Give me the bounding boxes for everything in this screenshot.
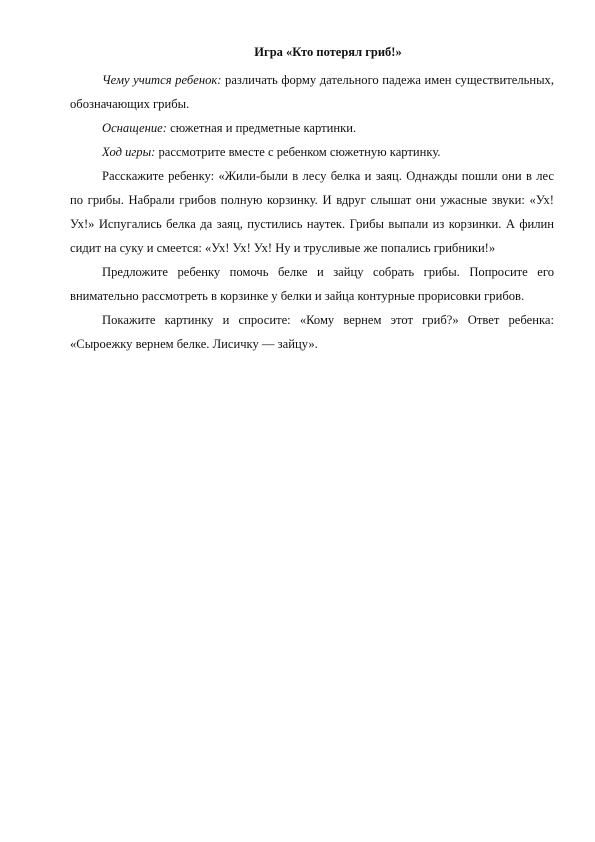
- paragraph-goal-text: различать форму дательного падежа имен существительных, обозначающих грибы.: [70, 73, 554, 111]
- paragraph-equipment: [70, 116, 554, 140]
- paragraph-goal-label: Чему учится ребенок:: [102, 73, 222, 87]
- paragraph-goal: [70, 68, 554, 116]
- document-page: [70, 44, 554, 356]
- document-body: [70, 68, 554, 356]
- paragraph-question-text: Покажите картинку и спросите: «Кому вернем этот гриб?» Ответ ребенка: «Сыроежку вернем белке. Лисичку — зайцу».: [70, 313, 554, 351]
- paragraph-story-text: Расскажите ребенку: «Жили-были в лесу белка и заяц. Однажды пошли они в лес по грибы. Набрали грибов полную корзинку. И вдруг слышат они ужасные звуки: «Ух! Ух!» Испугались белка да заяц, пустились наутек. Грибы выпали из корзинки. А филин сидит на суку и смеется: «Ух! Ух! Ух! Ну и трусливые же попались грибники!»: [70, 169, 554, 255]
- paragraph-question: [70, 308, 554, 356]
- paragraph-equipment-label: Оснащение:: [102, 121, 167, 135]
- paragraph-story: [70, 164, 554, 260]
- paragraph-task: [70, 260, 554, 308]
- paragraph-equipment-text: сюжетная и предметные картинки.: [166, 121, 357, 135]
- paragraph-task-text: Предложите ребенку помочь белке и зайцу собрать грибы. Попросите его внимательно рассмотреть в корзинке у белки и зайца контурные прорисовки грибов.: [70, 265, 554, 303]
- paragraph-game-flow-label: Ход игры:: [102, 145, 156, 159]
- paragraph-game-flow-text: рассмотрите вместе с ребенком сюжетную картинку.: [155, 145, 441, 159]
- document-title: Игра «Кто потерял гриб!»: [254, 45, 402, 59]
- paragraph-game-flow: [70, 140, 554, 164]
